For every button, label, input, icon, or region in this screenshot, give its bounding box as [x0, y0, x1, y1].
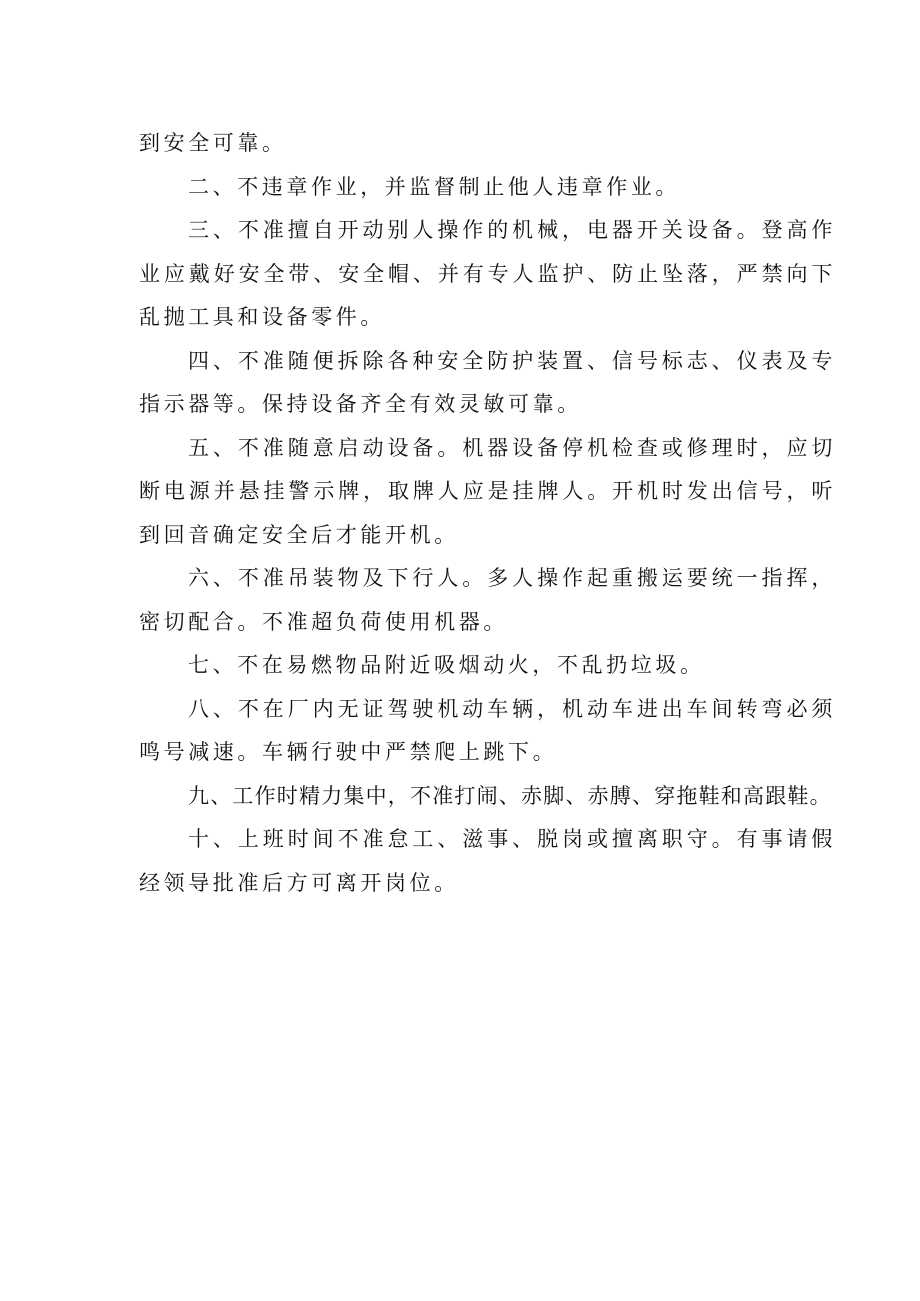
paragraph-continuation: 到安全可靠。 — [139, 131, 287, 155]
rule-9: 九、工作时精力集中，不准打闹、赤脚、赤膊、穿拖鞋和高跟鞋。 — [188, 783, 832, 808]
rule-10: 十、上班时间不准怠工、滋事、脱岗或擅离职守。有事请假经领导批准后方可离开岗位。 — [139, 827, 836, 895]
rule-8: 八、不在厂内无证驾驶机动车辆，机动车进出车间转弯必须鸣号减速。车辆行驶中严禁爬上跳下。 — [139, 696, 836, 764]
rule-4: 四、不准随便拆除各种安全防护装置、信号标志、仪表及专指示器等。保持设备齐全有效灵敏可靠。 — [139, 348, 836, 416]
rule-3: 三、不准擅自开动别人操作的机械，电器开关设备。登高作业应戴好安全带、安全帽、并有专人监护、防止坠落，严禁向下乱抛工具和设备零件。 — [139, 218, 836, 329]
document-body — [139, 122, 836, 905]
rule-2: 二、不违章作业，并监督制止他人违章作业。 — [188, 174, 680, 199]
rule-7: 七、不在易燃物品附近吸烟动火，不乱扔垃圾。 — [188, 653, 705, 677]
rule-5: 五、不准随意启动设备。机器设备停机检查或修理时，应切断电源并悬挂警示牌，取牌人应是挂牌人。开机时发出信号，听到回音确定安全后才能开机。 — [139, 435, 836, 547]
rule-6: 六、不准吊装物及下行人。多人操作起重搬运要统一指挥，密切配合。不准超负荷使用机器。 — [139, 566, 836, 634]
